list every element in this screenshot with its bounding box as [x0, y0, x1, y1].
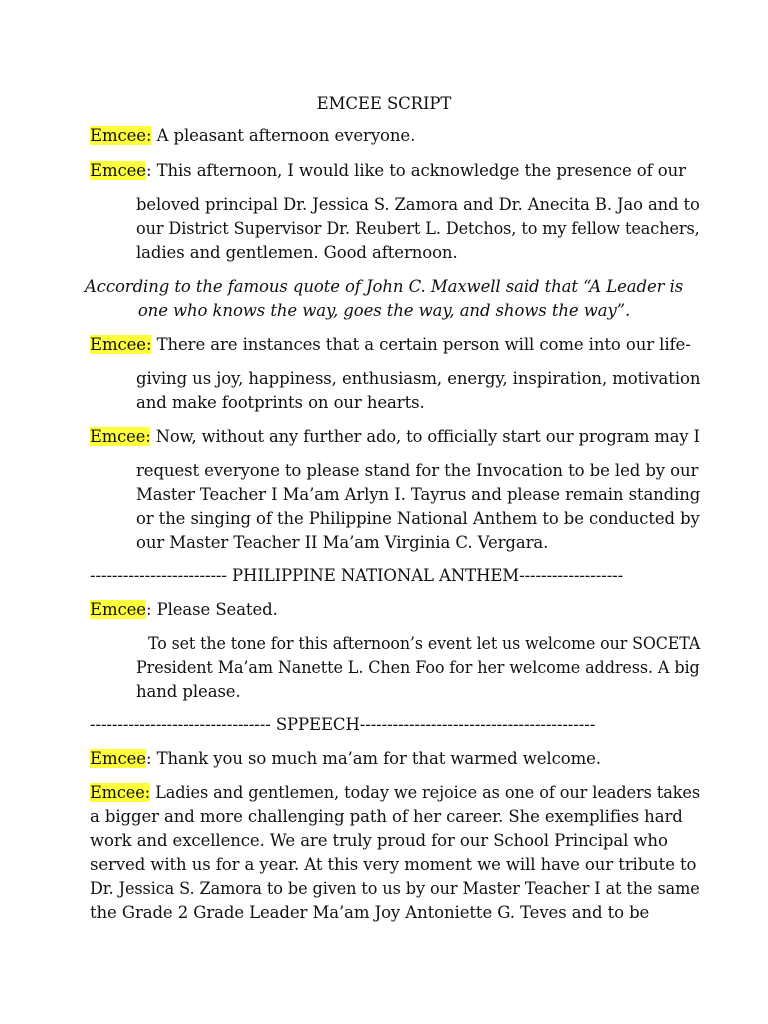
emcee-label: Emcee	[90, 161, 146, 180]
text-line: work and excellence. We are truly proud for our School Principal who	[90, 831, 668, 850]
emcee-label: Emcee	[90, 749, 146, 768]
text-line: the Grade 2 Grade Leader Ma’am Joy Antoniette G. Teves and to be	[90, 903, 650, 922]
text-line: a bigger and more challenging path of her career. She exemplifies hard	[90, 807, 683, 826]
text-line: our Master Teacher II Ma’am Virginia C. Vergara.	[136, 533, 549, 552]
emcee-label: Emcee	[90, 600, 146, 619]
text-line: Dr. Jessica S. Zamora to be given to us by our Master Teacher I at the same	[90, 879, 700, 898]
emcee-label: Emcee:	[90, 335, 152, 354]
section-divider-speech: --------------------------------- SPPEECH-------------------------------------------	[90, 715, 596, 734]
emcee-line-3: Emcee: There are instances that a certain person will come into our life-	[90, 335, 691, 354]
text-line: or the singing of the Philippine National Anthem to be conducted by	[136, 509, 700, 528]
emcee-line-2: Emcee: This afternoon, I would like to acknowledge the presence of our	[90, 161, 686, 180]
emcee-line-7: Emcee: Ladies and gentlemen, today we rejoice as one of our leaders takes	[90, 783, 701, 802]
text-line: served with us for a year. At this very moment we will have our tribute to	[90, 855, 697, 874]
text-line: our District Supervisor Dr. Reubert L. Detchos, to my fellow teachers,	[136, 219, 700, 238]
text-line: and make footprints on our hearts.	[136, 393, 425, 412]
text-line: President Ma’am Nanette L. Chen Foo for her welcome address. A big	[136, 658, 700, 677]
emcee-label: Emcee:	[90, 783, 151, 802]
text-line: ladies and gentlemen. Good afternoon.	[136, 243, 458, 262]
text-line: giving us joy, happiness, enthusiasm, energy, inspiration, motivation	[136, 369, 701, 388]
text-line: hand please.	[136, 682, 241, 701]
text-line: Master Teacher I Ma’am Arlyn I. Tayrus and please remain standing	[136, 485, 701, 504]
document-title: EMCEE SCRIPT	[316, 94, 452, 113]
quote-line: one who knows the way, goes the way, and shows the way”.	[137, 301, 631, 320]
text-line: To set the tone for this afternoon’s event let us welcome our SOCETA	[148, 634, 701, 653]
emcee-line-5: Emcee: Please Seated.	[90, 600, 278, 619]
emcee-line-4: Emcee: Now, without any further ado, to officially start our program may I	[90, 427, 700, 446]
quote-line: According to the famous quote of John C. Maxwell said that “A Leader is	[84, 277, 684, 296]
emcee-line-6: Emcee: Thank you so much ma’am for that warmed welcome.	[90, 749, 601, 768]
emcee-line-1: Emcee: A pleasant afternoon everyone.	[90, 126, 416, 145]
section-divider-anthem: ------------------------- PHILIPPINE NATIONAL ANTHEM-------------------	[90, 566, 624, 585]
emcee-label: Emcee:	[90, 427, 151, 446]
text-line: beloved principal Dr. Jessica S. Zamora and Dr. Anecita B. Jao and to	[136, 195, 700, 214]
emcee-label: Emcee:	[90, 126, 152, 145]
text-line: request everyone to please stand for the Invocation to be led by our	[136, 461, 699, 480]
